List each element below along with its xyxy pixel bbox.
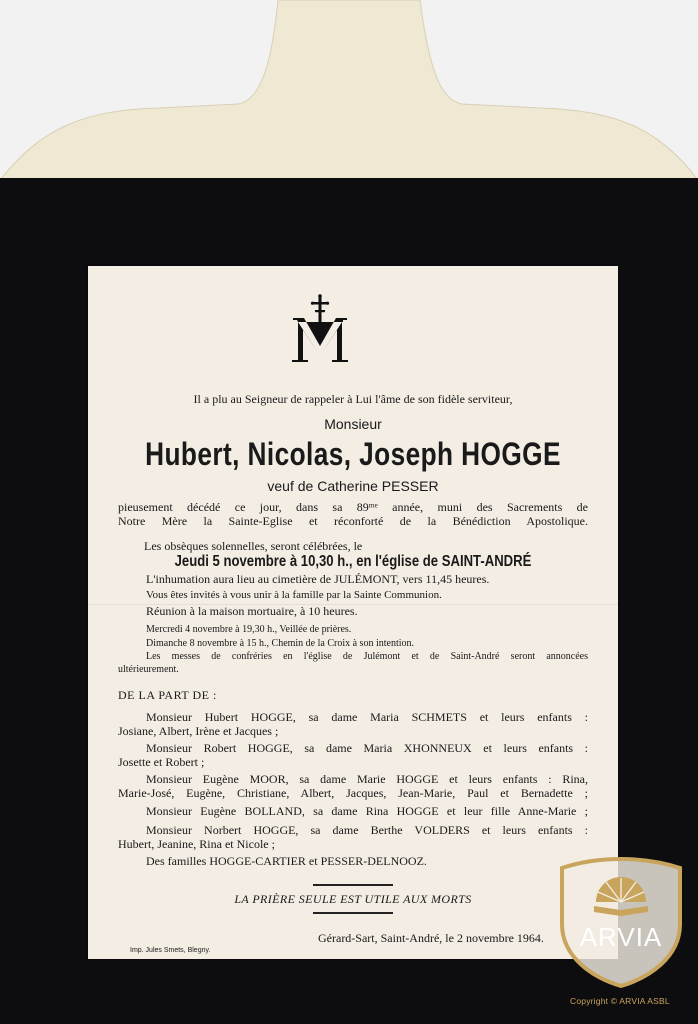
masses-line-1: Les messes de confréries en l'église de Julémont et de Saint-André seront annoncées — [146, 651, 588, 662]
family-2-line-2: Josette et Robert ; — [118, 755, 205, 769]
masses-line-2: ultérieurement. — [118, 664, 179, 675]
divider-bottom — [313, 912, 393, 914]
widower-line: veuf de Catherine PESSER — [267, 478, 439, 494]
burial-line: L'inhumation aura lieu au cimetière de JULÉMONT, vers 11,45 heures. — [146, 572, 490, 586]
envelope-flap — [0, 0, 698, 182]
family-5-line-1: Monsieur Norbert HOGGE, sa dame Berthe VOLDERS et leurs enfants : — [146, 823, 588, 837]
intro-text: Il a plu au Seigneur de rappeler à Lui l'âme de son fidèle serviteur, — [193, 392, 513, 406]
divider-top — [313, 884, 393, 886]
family-3-line-1: Monsieur Eugène MOOR, sa dame Marie HOGGE et leurs enfants : Rina, — [146, 772, 588, 786]
de-la-part-de: DE LA PART DE : — [118, 688, 217, 702]
funeral-date: Jeudi 5 novembre à 10,30 h., en l'église de SAINT-ANDRÉ — [174, 553, 532, 570]
family-2-line-1: Monsieur Robert HOGGE, sa dame Maria XHONNEUX et leurs enfants : — [146, 741, 588, 755]
arvia-logo-text: ARVIA — [579, 922, 663, 952]
deceased-name: Hubert, Nicolas, Joseph HOGGE — [145, 436, 561, 472]
prayer-line: LA PRIÈRE SEULE EST UTILE AUX MORTS — [234, 892, 472, 906]
family-6-line-1: Des familles HOGGE-CARTIER et PESSER-DELNOOZ. — [146, 854, 427, 868]
vigil-line: Mercredi 4 novembre à 19,30 h., Veillée de prières. — [146, 624, 352, 635]
family-3-line-2: Marie-José, Eugène, Christiane, Albert, Jacques, Jean-Marie, Paul et Bernadette ; — [118, 786, 588, 800]
marian-monogram-icon — [286, 294, 354, 366]
arvia-logo — [558, 854, 684, 988]
death-notice-line-1: pieusement décédé ce jour, dans sa 89ᵐᵉ année, muni des Sacrements de — [118, 500, 588, 514]
place-date-line: Gérard-Sart, Saint-André, le 2 novembre 1964. — [318, 931, 544, 945]
family-1-line-2: Josiane, Albert, Irène et Jacques ; — [118, 724, 279, 738]
family-5-line-2: Hubert, Jeanine, Rina et Nicole ; — [118, 837, 275, 851]
printer-credit: Imp. Jules Smets, Blegny. — [130, 947, 211, 954]
funeral-intro: Les obsèques solennelles, seront célébrées, le — [144, 539, 363, 553]
family-4-line-1: Monsieur Eugène BOLLAND, sa dame Rina HOGGE et leur fille Anne-Marie ; — [146, 804, 588, 818]
communion-line: Vous êtes invités à vous unir à la famille par la Sainte Communion. — [146, 589, 442, 601]
way-of-cross-line: Dimanche 8 novembre à 15 h., Chemin de la Croix à son intention. — [146, 638, 414, 649]
meeting-line: Réunion à la maison mortuaire, à 10 heures. — [146, 604, 358, 618]
copyright-notice: Copyright © ARVIA ASBL — [570, 996, 670, 1006]
family-1-line-1: Monsieur Hubert HOGGE, sa dame Maria SCHMETS et leurs enfants : — [146, 710, 588, 724]
title-monsieur: Monsieur — [324, 416, 382, 432]
funeral-card — [88, 266, 618, 959]
death-notice-line-2: Notre Mère la Sainte-Eglise et réconforté de la Bénédiction Apostolique. — [118, 514, 588, 528]
